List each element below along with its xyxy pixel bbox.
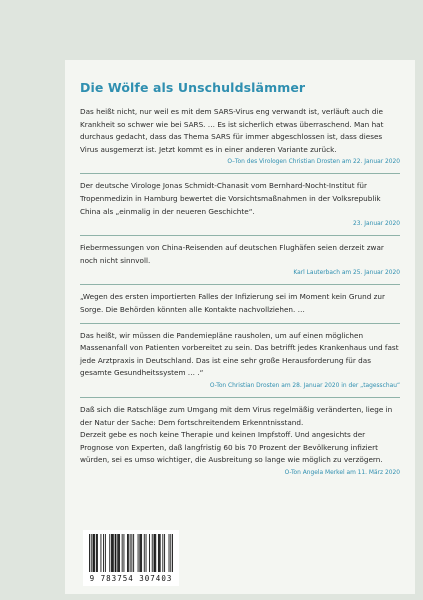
barcode-bar — [118, 534, 119, 572]
barcode-bar — [160, 534, 161, 572]
barcode-bar — [103, 534, 104, 572]
quote-paragraph: Fiebermessungen von China-Reisenden auf deutschen Flughäfen seien derzeit zwar noch nicht sinnvoll. — [80, 243, 384, 265]
barcode-bar — [133, 534, 134, 572]
barcode-bar — [152, 534, 153, 572]
barcode-bar — [141, 534, 142, 572]
barcode-bar — [149, 534, 150, 572]
barcode-bar — [172, 534, 173, 572]
barcode-bar — [116, 534, 117, 572]
isbn-barcode — [83, 530, 179, 586]
barcode-bar — [93, 534, 94, 572]
barcode-bar — [111, 534, 112, 572]
barcode-number: 9 783754 307403 — [89, 574, 173, 583]
barcode-bar — [144, 534, 145, 572]
separator-line — [80, 397, 400, 398]
barcode-bar — [105, 534, 106, 572]
separator-line — [80, 235, 400, 236]
quote-list — [80, 106, 400, 478]
quote-block — [80, 242, 400, 278]
separator-line — [80, 284, 400, 285]
quote-source: O-Ton Christian Drosten am 28. Januar 2020 in der „tagesschau“ — [209, 382, 400, 389]
barcode-bar — [119, 534, 120, 572]
barcode-bar — [109, 534, 110, 572]
quote-source: Karl Lauterbach am 25. Januar 2020 — [293, 270, 400, 277]
barcode-bar — [100, 534, 101, 572]
barcode-bar — [127, 534, 128, 572]
separator-line — [80, 323, 400, 324]
barcode-bar — [146, 534, 147, 572]
barcode-bar — [159, 534, 160, 572]
barcode-bar — [154, 534, 155, 572]
quote-paragraph: Daß sich die Ratschläge zum Umgang mit dem Virus regelmäßig veränderten, liege in der Natur der Sache: Dem fortschreitendem Erkenntnisstand. — [80, 404, 393, 427]
quote-paragraph: „Wegen des ersten importierten Falles der Infizierung sei im Moment kein Grund zur Sorge. Die Behörden könnten alle Kontakte nachvollziehen. … — [80, 292, 385, 314]
barcode-bar — [162, 534, 163, 572]
barcode-bar — [140, 534, 141, 572]
quote-paragraph: Das heißt, wir müssen die Pandemiepläne rausholen, um auf einen möglichen Massenanfall von Patienten vorbereitet zu sein. Das betrifft jedes Krankenhaus und fast jede Arztpraxis in Deutschland. Das ist eine sehr große Herausforderung für das gesamte Gesundheitssystem … .“ — [80, 330, 399, 378]
barcode-bar — [130, 534, 131, 572]
quote-source: O-Ton Angela Merkel am 11. März 2020 — [284, 469, 400, 476]
barcode-bar — [169, 534, 170, 572]
barcode-bar — [115, 534, 116, 572]
quote-paragraph: Der deutsche Virologe Jonas Schmidt-Chanasit vom Bernhard-Nocht-Institut für Tropenmedizin in Hamburg bewertet die Vorsichtsmaßnahmen in der Volksrepublik China als „einmalig in der neueren Geschichte“. — [80, 181, 381, 216]
quote-paragraph: Das heißt nicht, nur weil es mit dem SARS-Virus eng verwandt ist, verläuft auch die Krankheit so schwer wie bei SARS. … Es ist sicherlich etwas überraschend. Man hat durchaus gedacht, dass das Thema SARS für immer abgeschlossen ist, dass dieses Virus ausgemerzt ist. Jetzt kommt es in einer anderen Variante zurück. — [80, 107, 384, 154]
barcode-bar — [96, 534, 97, 572]
barcode-bar — [170, 534, 171, 572]
barcode-bar — [117, 534, 118, 572]
barcode-bar — [89, 534, 90, 572]
barcode-bar — [113, 534, 114, 572]
barcode-bar — [158, 534, 159, 572]
page-title: Die Wölfe als Unschuldslämmer — [80, 80, 306, 95]
quote-source: 23. Januar 2020 — [353, 221, 400, 228]
quote-block — [80, 404, 400, 478]
barcode-bar — [122, 534, 123, 572]
barcode-bars — [89, 534, 173, 572]
barcode-bar — [138, 534, 139, 572]
quote-block — [80, 291, 400, 391]
barcode-bar — [131, 534, 132, 572]
barcode-bar — [139, 534, 140, 572]
barcode-bar — [93, 534, 94, 572]
separator-line — [80, 173, 400, 174]
barcode-bar — [112, 534, 113, 572]
barcode-bar — [155, 534, 156, 572]
barcode-bar — [97, 534, 98, 572]
quote-block — [80, 180, 400, 229]
barcode-bar — [128, 534, 129, 572]
quote-source: O–Ton des Virologen Christian Drosten am 22. Januar 2020 — [227, 159, 400, 166]
barcode-bar — [94, 534, 95, 572]
quote-paragraph: Derzeit gebe es noch keine Therapie und keinen Impfstoff. Und angesichts der Prognose von Experten, daß langfristig 60 bis 70 Prozent der Bevölkerung infiziert würden, sei es umso wichtiger, die Ausbreitung so lange wie möglich zu verzögern. — [80, 430, 383, 465]
barcode-bar — [91, 534, 92, 572]
barcode-bar — [154, 534, 155, 572]
quote-block — [80, 106, 400, 167]
barcode-bar — [123, 534, 124, 572]
barcode-bar — [164, 534, 165, 572]
